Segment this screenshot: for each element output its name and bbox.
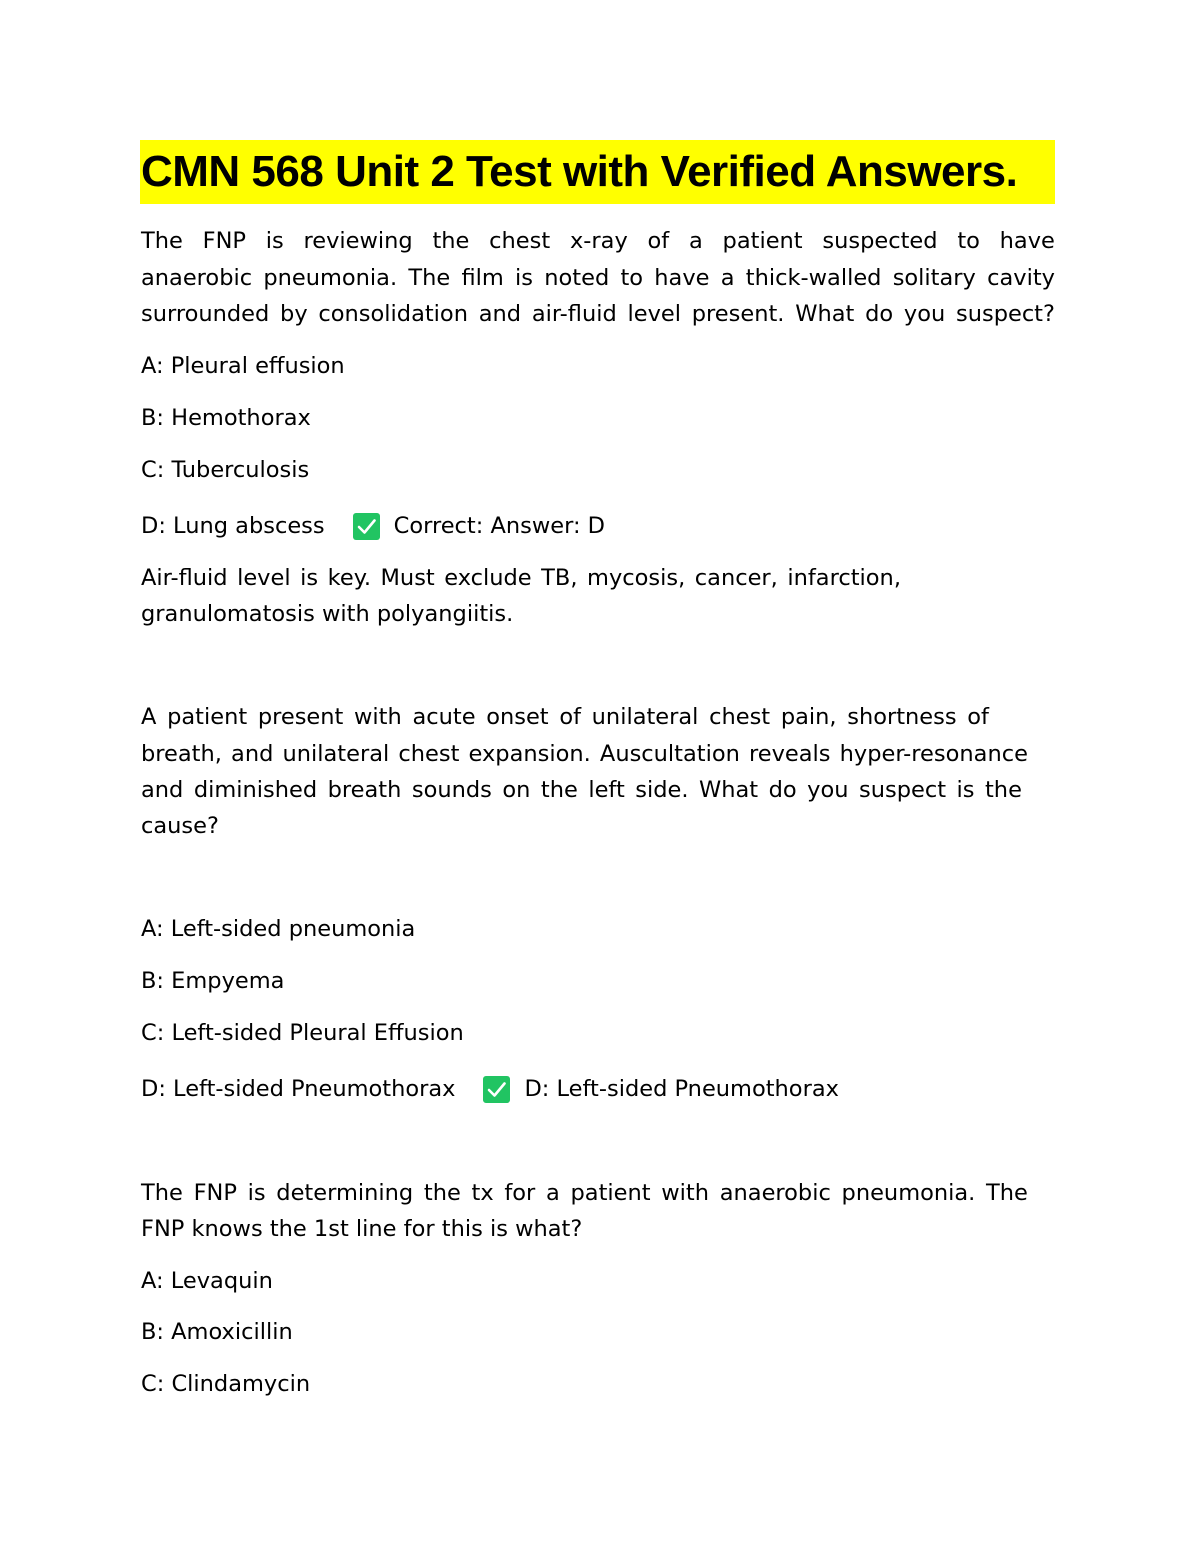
q2-option-c: C: Left-sided Pleural Effusion xyxy=(141,1020,464,1046)
word: present xyxy=(257,704,344,730)
word: pneumonia. xyxy=(841,1180,976,1206)
word: x-ray xyxy=(569,228,628,254)
word: infarction, xyxy=(787,565,901,591)
q2-stem-line-2 xyxy=(141,736,1028,772)
word: What xyxy=(795,301,855,327)
word: consolidation xyxy=(318,301,468,327)
q1-stem-line-3 xyxy=(141,296,1055,332)
word: noted xyxy=(544,265,610,291)
word: with xyxy=(354,704,402,730)
word: left xyxy=(588,777,625,803)
q3-option-a: A: Levaquin xyxy=(141,1268,273,1294)
word: and xyxy=(231,741,274,767)
q2-stem-line-1 xyxy=(141,699,989,735)
word: The xyxy=(141,1180,183,1206)
word: the xyxy=(423,1180,461,1206)
word: of xyxy=(559,704,581,730)
word: acute xyxy=(412,704,476,730)
word: have xyxy=(654,265,710,291)
word: FNP xyxy=(202,228,246,254)
word: patient xyxy=(167,704,248,730)
word: thick-walled xyxy=(745,265,882,291)
word: chest xyxy=(489,228,551,254)
word: on xyxy=(502,777,531,803)
word: exclude xyxy=(444,565,532,591)
word: solitary xyxy=(892,265,976,291)
word: present. xyxy=(691,301,785,327)
word: suspect xyxy=(859,777,947,803)
word: the xyxy=(984,777,1022,803)
q1-correct-answer: Correct: Answer: D xyxy=(393,513,605,539)
word: hyper-resonance xyxy=(839,741,1028,767)
word: The xyxy=(408,265,451,291)
word: A xyxy=(141,704,157,730)
word: The xyxy=(986,1180,1028,1206)
word: is xyxy=(265,228,284,254)
word: anaerobic xyxy=(141,265,253,291)
word: have xyxy=(999,228,1055,254)
word: key. xyxy=(327,565,371,591)
check-mark-icon xyxy=(353,513,380,540)
word: unilateral xyxy=(591,704,699,730)
word: suspect? xyxy=(955,301,1055,327)
q3-option-c: C: Clindamycin xyxy=(141,1371,311,1397)
word: do xyxy=(865,301,894,327)
word: chest xyxy=(709,704,771,730)
document-title: CMN 568 Unit 2 Test with Verified Answers. xyxy=(140,140,1055,204)
word: cancer, xyxy=(694,565,778,591)
q2-option-b: B: Empyema xyxy=(141,968,285,994)
word: The xyxy=(141,228,183,254)
q1-stem-line-2 xyxy=(141,260,1055,296)
word: sounds xyxy=(411,777,492,803)
q2-option-a: A: Left-sided pneumonia xyxy=(141,916,416,942)
word: Must xyxy=(380,565,435,591)
word: determining xyxy=(276,1180,414,1206)
word: diminished xyxy=(193,777,318,803)
word: by xyxy=(280,301,308,327)
word: breath xyxy=(327,777,402,803)
word: unilateral xyxy=(282,741,390,767)
word: patient xyxy=(570,1180,651,1206)
q2-option-d-row xyxy=(141,1071,839,1107)
word: suspected xyxy=(822,228,938,254)
word: you xyxy=(903,301,946,327)
word: breath, xyxy=(141,741,222,767)
word: air-fluid xyxy=(531,301,617,327)
word: with xyxy=(661,1180,710,1206)
word: cavity xyxy=(987,265,1055,291)
word: to xyxy=(620,265,644,291)
word: is xyxy=(247,1180,266,1206)
word: mycosis, xyxy=(587,565,686,591)
word: Auscultation xyxy=(599,741,740,767)
word: patient xyxy=(722,228,803,254)
word: the xyxy=(432,228,470,254)
word: is xyxy=(515,265,534,291)
q1-option-c: C: Tuberculosis xyxy=(141,457,310,483)
word: do xyxy=(768,777,797,803)
q3-stem-line-1 xyxy=(141,1175,1028,1211)
word: for xyxy=(504,1180,536,1206)
word: a xyxy=(688,228,703,254)
word: film xyxy=(461,265,504,291)
q1-option-a: A: Pleural effusion xyxy=(141,353,345,379)
word: and xyxy=(478,301,522,327)
word: onset xyxy=(486,704,549,730)
word: surrounded xyxy=(141,301,270,327)
word: expansion. xyxy=(468,741,591,767)
q1-rationale-line-1 xyxy=(141,560,901,596)
word: tx xyxy=(471,1180,494,1206)
word: and xyxy=(141,777,184,803)
word: level xyxy=(237,565,291,591)
word: level xyxy=(627,301,682,327)
word: reveals xyxy=(749,741,831,767)
word: side. xyxy=(635,777,689,803)
word: chest xyxy=(398,741,460,767)
q2-stem-line-4: cause? xyxy=(141,813,219,839)
q3-option-b: B: Amoxicillin xyxy=(141,1319,293,1345)
word: of xyxy=(967,704,989,730)
word: a xyxy=(546,1180,560,1206)
word: a xyxy=(720,265,735,291)
word: to xyxy=(957,228,980,254)
q1-stem-line-1 xyxy=(141,223,1055,259)
word: is xyxy=(956,777,975,803)
word: shortness xyxy=(847,704,957,730)
word: Air-fluid xyxy=(141,565,228,591)
word: pneumonia. xyxy=(263,265,398,291)
q2-option-d: D: Left-sided Pneumothorax xyxy=(141,1076,456,1102)
word: the xyxy=(540,777,578,803)
q2-stem-line-3 xyxy=(141,772,1022,808)
word: FNP xyxy=(193,1180,237,1206)
word: TB, xyxy=(541,565,578,591)
q2-correct-answer: D: Left-sided Pneumothorax xyxy=(524,1076,839,1102)
q3-stem-line-2: FNP knows the 1st line for this is what? xyxy=(141,1216,583,1242)
q1-option-d: D: Lung abscess xyxy=(141,513,325,539)
word: anaerobic xyxy=(719,1180,831,1206)
q1-option-b: B: Hemothorax xyxy=(141,405,311,431)
check-mark-icon xyxy=(483,1076,510,1103)
word: What xyxy=(699,777,759,803)
word: is xyxy=(300,565,319,591)
q1-option-d-row xyxy=(141,508,605,544)
word: you xyxy=(807,777,849,803)
q1-rationale-line-2: granulomatosis with polyangiitis. xyxy=(141,601,514,627)
word: pain, xyxy=(780,704,837,730)
word: of xyxy=(647,228,670,254)
word: reviewing xyxy=(303,228,413,254)
